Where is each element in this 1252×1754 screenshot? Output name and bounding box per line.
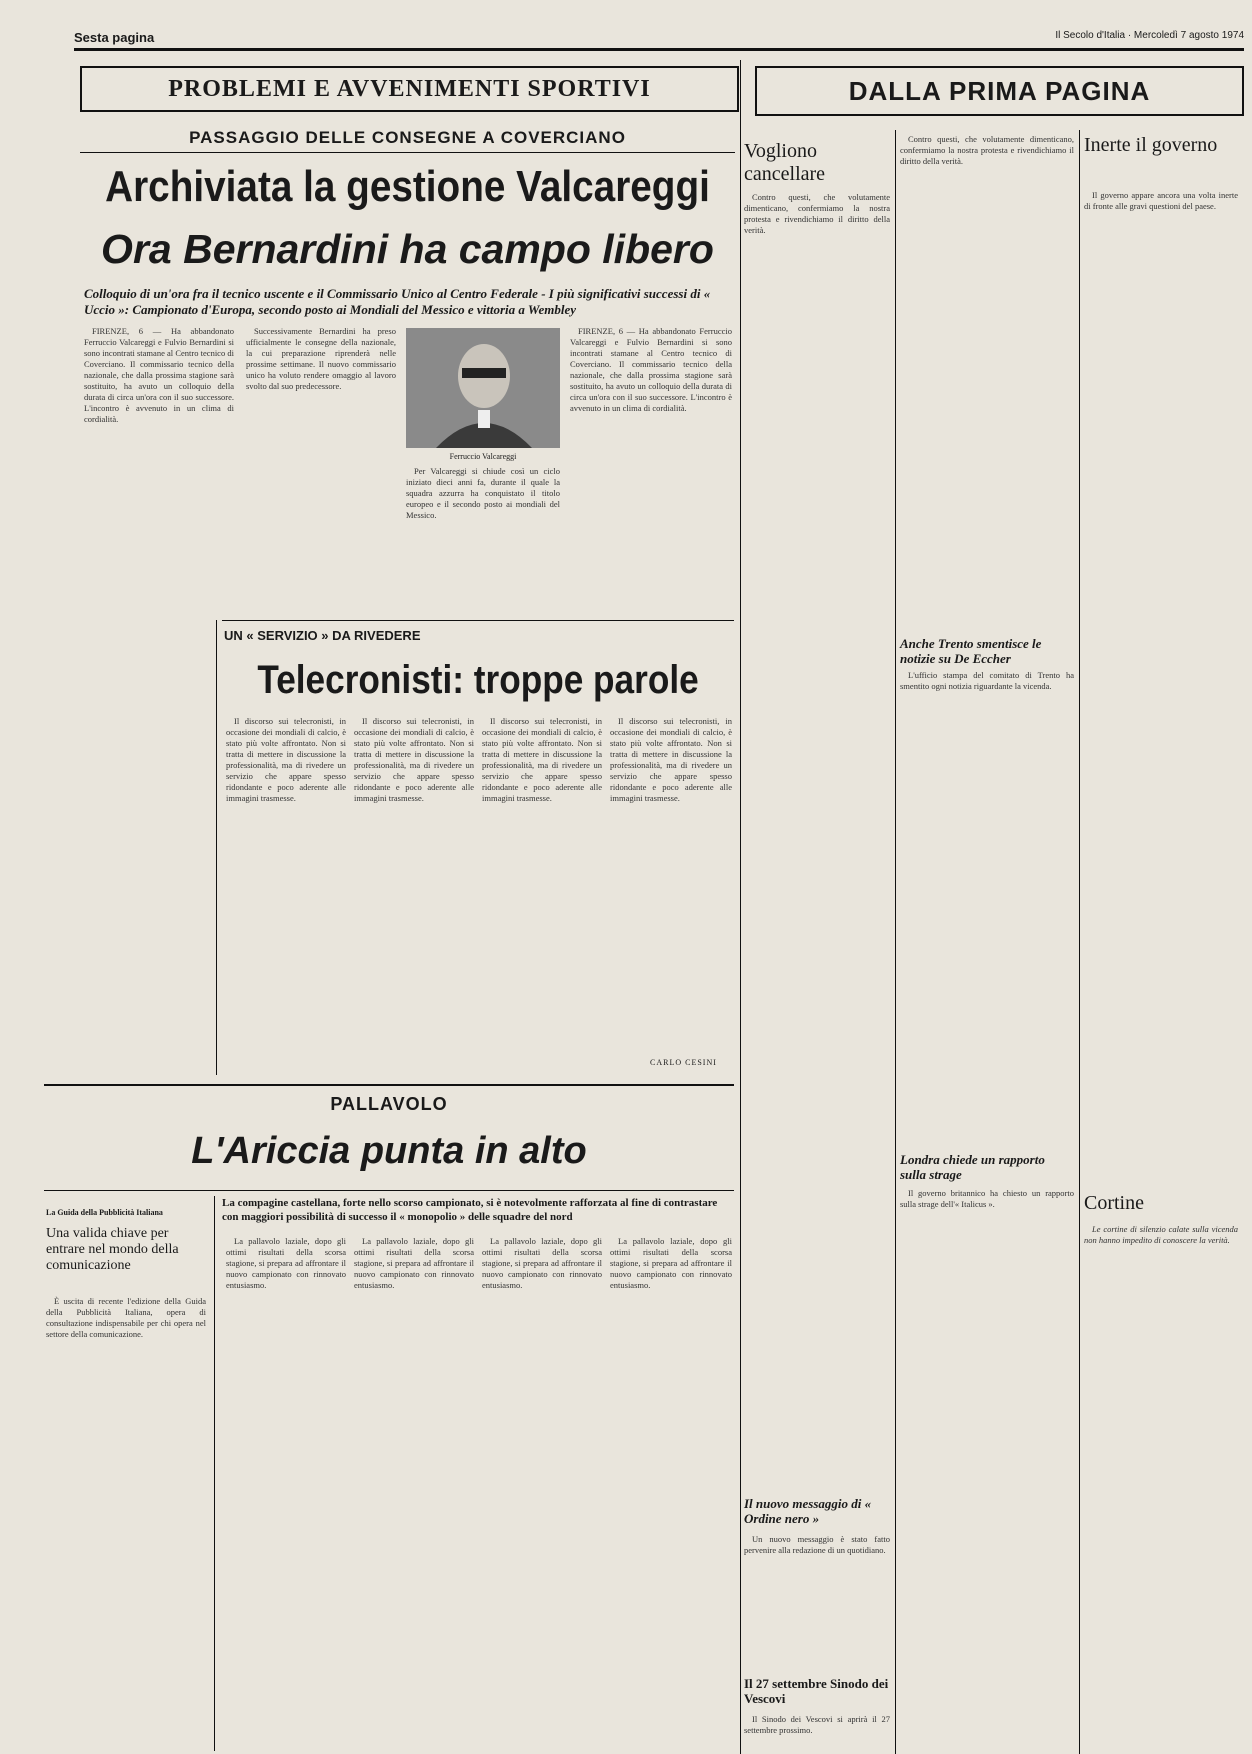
tele-col-3-text: Il discorso sui telecronisti, in occasione dei mondiali di calcio, è stato più volte affrontato. Non si tratta di mettere in discussione la professionalità, ma di rivedere un servizio che appare spesso ridondante e poco aderente alle immagini trasmesse. (482, 716, 602, 803)
tele-col-2 (354, 716, 474, 1071)
tele-col-1 (226, 716, 346, 1071)
tele-col-1-text: Il discorso sui telecronisti, in occasione dei mondiali di calcio, è stato più volte affrontato. Non si tratta di mettere in discussione la professionalità, ma di rivedere un servizio che appare spesso ridondante e poco aderente alle immagini trasmesse. (226, 716, 346, 803)
column-divider (740, 60, 741, 1754)
londra-text (900, 1188, 1074, 1748)
inerte-text (1084, 190, 1238, 1170)
column-divider (214, 1196, 215, 1751)
sport-col-3-text: Per Valcareggi si chiude così un ciclo iniziato dieci anni fa, durante il quale la squadra azzurra ha conquistato il titolo europeo e il secondo posto ai mondiali del Messico. (406, 466, 560, 520)
pallavolo-rule (44, 1084, 734, 1086)
cortine-title: Cortine (1084, 1192, 1144, 1214)
sinodo-text (744, 1714, 890, 1748)
tele-col-3 (482, 716, 602, 1071)
inerte-text-p: Il governo appare ancora una volta inerte di fronte alle gravi questioni del paese. (1084, 190, 1238, 211)
tele-kicker: UN « SERVIZIO » DA RIVEDERE (224, 628, 421, 643)
sport-summary: Colloquio di un'ora fra il tecnico uscente e il Commissario Unico al Centro Federale - I più significativi successi di « Uccio »: Campionato d'Europa, secondo posto ai Mondiali del Messico e vittoria a Wembley (84, 286, 711, 317)
paper-dateline: Il Secolo d'Italia · Mercoledì 7 agosto 1974 (1055, 30, 1244, 41)
trento-text-p: L'ufficio stampa del comitato di Trento ha smentito ogni notizia riguardante la vicenda. (900, 670, 1074, 691)
column-divider (216, 620, 217, 1075)
pallavolo-kicker: PALLAVOLO (330, 1094, 448, 1114)
pallavolo-col-4-text: La pallavolo laziale, dopo gli ottimi risultati della scorsa stagione, si prepara ad affrontare il nuovo campionato con rinnovato entusiasmo. (610, 1236, 732, 1290)
ordine-text-p: Un nuovo messaggio è stato fatto pervenire alla redazione di un quotidiano. (744, 1534, 890, 1555)
valcareggi-photo (406, 328, 560, 448)
londra-text-p: Il governo britannico ha chiesto un rapporto sulla strage dell'« Italicus ». (900, 1188, 1074, 1209)
guida-title: Una valida chiave per entrare nel mondo della comunicazione (46, 1226, 179, 1273)
sport-col-2 (246, 326, 396, 611)
sport-col-1-text: FIRENZE, 6 — Ha abbandonato Ferruccio Valcareggi e Fulvio Bernardini si sono incontrati stamane al Centro tecnico di Coverciano. Il commissario tecnico della nazionale, che dalla prossima stagione sarà sostituito, ha avuto un colloquio della durata di circa un'ora con il suo successore. L'incontro è avvenuto in un clima di cordialità. (84, 326, 234, 424)
tele-col-2-text: Il discorso sui telecronisti, in occasione dei mondiali di calcio, è stato più volte affrontato. Non si tratta di mettere in discussione la professionalità, ma di rivedere un servizio che appare spesso ridondante e poco aderente alle immagini trasmesse. (354, 716, 474, 803)
tele-signature: CARLO CESINI (650, 1058, 717, 1067)
photo-caption: Ferruccio Valcareggi (449, 452, 517, 461)
sport-kicker-rule (80, 152, 735, 153)
cortine-text-p: Le cortine di silenzio calate sulla vicenda non hanno impedito di conoscere la verità. (1084, 1224, 1238, 1245)
sport-col-3 (406, 466, 560, 611)
pallavolo-title: L'Ariccia punta in alto (191, 1130, 587, 1172)
pallavolo-summary: La compagine castellana, forte nello scorso campionato, si è notevolmente rafforzata al fine di contrastare con maggiori possibilità di successo il « monopolio » delle squadre del nord (222, 1197, 718, 1223)
sinodo-title: Il 27 settembre Sinodo dei Vescovi (744, 1676, 889, 1706)
sport-col-4-text: FIRENZE, 6 — Ha abbandonato Ferruccio Valcareggi e Fulvio Bernardini si sono incontrati stamane al Centro tecnico di Coverciano. Il commissario tecnico della nazionale, che dalla prossima stagione sarà sostituito, ha avuto un colloquio della durata di circa un'ora con il suo successore. L'incontro è avvenuto in un clima di cordialità. (570, 326, 732, 413)
column-divider (895, 130, 896, 1754)
pallavolo-col-3 (482, 1236, 602, 1736)
vogliono-text-p: Contro questi, che volutamente dimenticano, confermiamo la nostra protesta e rivendichiamo il diritto della verità. (744, 192, 890, 235)
cortine-text (1084, 1224, 1238, 1748)
tele-rule (222, 620, 734, 621)
pallavolo-col-4 (610, 1236, 732, 1736)
sport-col-4 (570, 326, 732, 611)
prima-col-2-top (900, 134, 1074, 624)
inerte-title: Inerte il governo (1084, 134, 1218, 156)
londra-title: Londra chiede un rapporto sulla strage (900, 1152, 1045, 1182)
sport-col-2-text: Successivamente Bernardini ha preso ufficialmente le consegne della nazionale, la cui preparazione riprenderà nelle prossime settimane. Il nuovo commissario unico ha voluto rendere omaggio al lavoro svolto dal suo predecessore. (246, 326, 396, 391)
trento-title: Anche Trento smentisce le notizie su De Eccher (900, 636, 1042, 666)
sport-banner: PROBLEMI E AVVENIMENTI SPORTIVI (80, 66, 739, 112)
vogliono-text (744, 192, 890, 1482)
sport-title: Archiviata la gestione Valcareggi (105, 162, 710, 211)
tele-col-4-text: Il discorso sui telecronisti, in occasione dei mondiali di calcio, è stato più volte affrontato. Non si tratta di mettere in discussione la professionalità, ma di rivedere un servizio che appare spesso ridondante e poco aderente alle immagini trasmesse. (610, 716, 732, 803)
portrait-illustration (406, 328, 560, 448)
pallavolo-col-2 (354, 1236, 474, 1736)
page-header (74, 30, 1244, 44)
trento-text (900, 670, 1074, 1140)
tele-col-4 (610, 716, 732, 1051)
guida-kicker: La Guida della Pubblicità Italiana (46, 1208, 163, 1217)
header-rule (74, 48, 1244, 51)
vogliono-title: Vogliono cancellare (744, 140, 826, 185)
sport-col-1 (84, 326, 234, 1056)
pallavolo-col-1-text: La pallavolo laziale, dopo gli ottimi risultati della scorsa stagione, si prepara ad affrontare il nuovo campionato con rinnovato entusiasmo. (226, 1236, 346, 1290)
guida-text-p: È uscita di recente l'edizione della Guida della Pubblicità Italiana, opera di consultazione indispensabile per chi opera nel settore della comunicazione. (46, 1296, 206, 1339)
section-label: Sesta pagina (74, 30, 155, 45)
sport-kicker: PASSAGGIO DELLE CONSEGNE A COVERCIANO (189, 128, 626, 147)
sinodo-text-p: Il Sinodo dei Vescovi si aprirà il 27 settembre prossimo. (744, 1714, 890, 1735)
pallavolo-col-2-text: La pallavolo laziale, dopo gli ottimi risultati della scorsa stagione, si prepara ad affrontare il nuovo campionato con rinnovato entusiasmo. (354, 1236, 474, 1290)
pallavolo-col-3-text: La pallavolo laziale, dopo gli ottimi risultati della scorsa stagione, si prepara ad affrontare il nuovo campionato con rinnovato entusiasmo. (482, 1236, 602, 1290)
pallavolo-col-1 (226, 1236, 346, 1736)
pallavolo-title-rule (44, 1190, 734, 1191)
ordine-text (744, 1534, 890, 1664)
tele-title: Telecronisti: troppe parole (257, 658, 699, 702)
prima-col-2-top-p: Contro questi, che volutamente dimenticano, confermiamo la nostra protesta e rivendichiamo il diritto della verità. (900, 134, 1074, 166)
ordine-title: Il nuovo messaggio di « Ordine nero » (744, 1496, 872, 1526)
guida-text (46, 1296, 206, 1736)
column-divider (1079, 130, 1080, 1754)
sport-subtitle: Ora Bernardini ha campo libero (101, 226, 714, 272)
prima-banner: DALLA PRIMA PAGINA (755, 66, 1244, 116)
